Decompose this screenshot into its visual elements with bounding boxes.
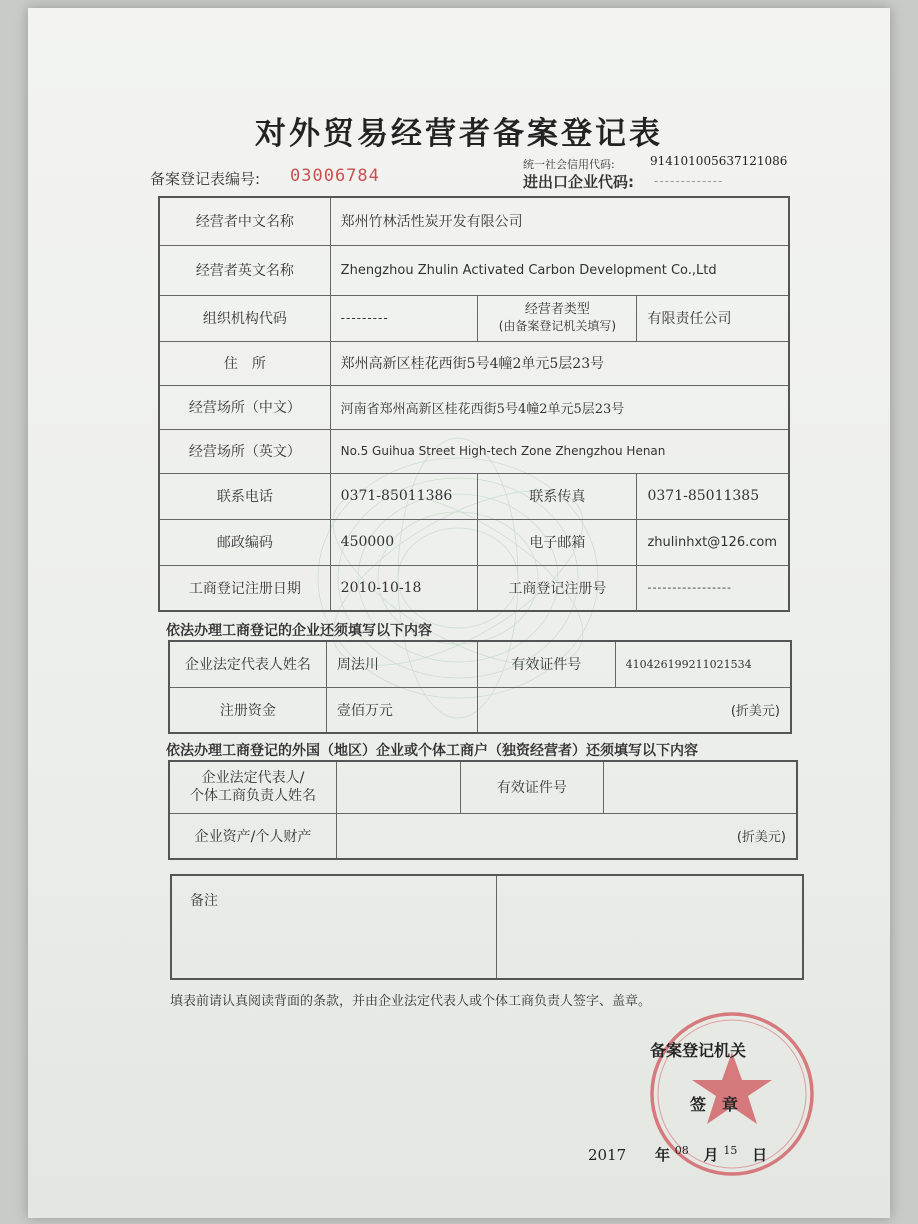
foreign-rep-label-cell	[169, 761, 337, 813]
legal-rep-value: 周法川	[326, 641, 477, 687]
operator-type-note: (由备案登记机关填写)	[498, 319, 617, 333]
fax-value: 0371-85011385	[637, 473, 789, 519]
form-title: 对外贸易经营者备案登记表	[255, 116, 663, 152]
fax-label: 联系传真	[478, 473, 637, 519]
ie-code-value: -------------	[654, 174, 724, 188]
assets-label: 企业资产/个人财产	[169, 813, 337, 859]
foreign-rep-label-line2: 个体工商负责人姓名	[190, 788, 316, 805]
capital-unit: (折美元)	[478, 687, 791, 733]
table-row	[169, 761, 797, 813]
table-row	[171, 875, 803, 979]
table-row	[159, 429, 789, 473]
remarks-label: 备注	[171, 875, 496, 979]
reg-date-label: 工商登记注册日期	[159, 565, 330, 611]
foreign-enterprise-table	[168, 760, 798, 860]
remarks-table	[170, 874, 804, 980]
foreign-id-label: 有效证件号	[460, 761, 604, 813]
reg-no-value: -----------------	[637, 565, 789, 611]
email-value: zhulinhxt@126.com	[637, 519, 789, 565]
registration-form-page	[28, 8, 890, 1218]
serial-number-label: 备案登记表编号:	[150, 170, 261, 188]
credit-code-label: 统一社会信用代码:	[523, 158, 615, 171]
org-code-value: ---------	[330, 295, 478, 341]
foreign-id-value	[604, 761, 797, 813]
date-day: 15	[723, 1144, 738, 1157]
footer-note: 填表前请认真阅读背面的条款，并由企业法定代表人或个体工商负责人签字、盖章。	[170, 994, 652, 1009]
phone-value: 0371-85011386	[330, 473, 478, 519]
address-label: 住 所	[159, 341, 330, 385]
section2-heading: 依法办理工商登记的企业还须填写以下内容	[166, 623, 432, 639]
date-day-unit: 日	[752, 1146, 768, 1164]
zip-value: 450000	[330, 519, 478, 565]
en-name-value: Zhengzhou Zhulin Activated Carbon Development Co.,Ltd	[330, 245, 789, 295]
serial-number-value: 03006784	[290, 166, 380, 186]
section3-heading: 依法办理工商登记的外国（地区）企业或个体工商户（独资经营者）还须填写以下内容	[166, 743, 698, 759]
capital-label: 注册资金	[169, 687, 326, 733]
table-row	[169, 687, 791, 733]
legal-rep-label: 企业法定代表人姓名	[169, 641, 326, 687]
org-code-label: 组织机构代码	[159, 295, 330, 341]
reg-no-label: 工商登记注册号	[478, 565, 637, 611]
ie-code-label: 进出口企业代码:	[523, 173, 634, 191]
table-row	[159, 385, 789, 429]
id-number-value: 410426199211021534	[615, 641, 791, 687]
legal-rep-table	[168, 640, 792, 734]
cn-name-value: 郑州竹林活性炭开发有限公司	[330, 197, 789, 245]
sign-label: 签 章	[690, 1095, 739, 1114]
id-number-label: 有效证件号	[478, 641, 615, 687]
assets-unit: (折美元)	[337, 813, 798, 859]
foreign-rep-label-line1: 企业法定代表人/	[201, 770, 305, 787]
site-cn-value: 河南省郑州高新区桂花西街5号4幢2单元5层23号	[330, 385, 789, 429]
table-row	[169, 813, 797, 859]
table-row	[159, 245, 789, 295]
date-year-unit: 年	[654, 1146, 670, 1164]
table-row	[169, 641, 791, 687]
operator-type-label-cell	[478, 295, 637, 341]
operator-type-value: 有限责任公司	[637, 295, 789, 341]
site-en-label: 经营场所（英文）	[159, 429, 330, 473]
table-row	[159, 295, 789, 341]
table-row	[159, 565, 789, 611]
issue-date	[588, 1144, 767, 1165]
remarks-value	[496, 875, 803, 979]
authority-label: 备案登记机关	[650, 1041, 747, 1060]
date-month: 08	[674, 1144, 689, 1157]
operator-info-table	[158, 196, 790, 612]
address-value: 郑州高新区桂花西街5号4幢2单元5层23号	[330, 341, 789, 385]
site-cn-label: 经营场所（中文）	[159, 385, 330, 429]
capital-value: 壹佰万元	[326, 687, 477, 733]
operator-type-label: 经营者类型	[524, 302, 590, 317]
credit-code-value: 914101005637121086	[650, 154, 788, 168]
cn-name-label: 经营者中文名称	[159, 197, 330, 245]
table-row	[159, 473, 789, 519]
en-name-label: 经营者英文名称	[159, 245, 330, 295]
table-row	[159, 197, 789, 245]
phone-label: 联系电话	[159, 473, 330, 519]
zip-label: 邮政编码	[159, 519, 330, 565]
table-row	[159, 519, 789, 565]
site-en-value: No.5 Guihua Street High-tech Zone Zhengzhou Henan	[330, 429, 789, 473]
date-month-unit: 月	[703, 1146, 719, 1164]
reg-date-value: 2010-10-18	[330, 565, 478, 611]
date-year: 2017	[588, 1146, 627, 1164]
foreign-rep-value	[337, 761, 461, 813]
table-row	[159, 341, 789, 385]
email-label: 电子邮箱	[478, 519, 637, 565]
